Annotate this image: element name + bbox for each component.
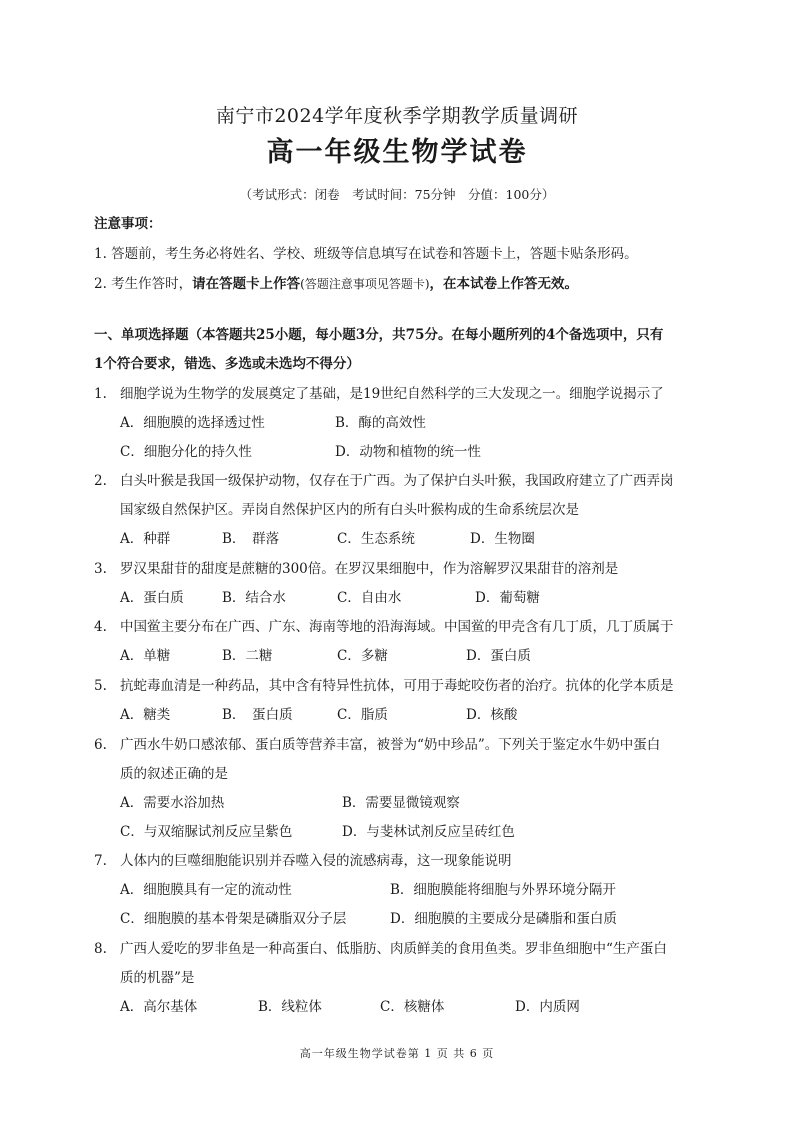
question-6-option-b: B．需要显微镜观察 — [342, 795, 460, 811]
question-4-option-b: B．二糖 — [222, 648, 273, 664]
question-7-number: 7. — [94, 853, 107, 869]
question-7-option-a: A．细胞膜具有一定的流动性 — [120, 882, 292, 898]
question-6-option-c: C．与双缩脲试剂反应呈紫色 — [120, 824, 293, 840]
question-3-stem: 罗汉果甜苷的甜度是蔗糖的300倍。在罗汉果细胞中，作为溶解罗汉果甜苷的溶剂是 — [120, 561, 619, 577]
question-2-option-a: A．种群 — [120, 531, 171, 547]
question-2-stem-cont: 国家级自然保护区。弄岗自然保护区内的所有白头叶猴构成的生命系统层次是 — [120, 502, 579, 518]
exam-subtitle: 南宁市2024学年度秋季学期教学质量调研 — [215, 105, 579, 127]
question-3-option-b: B．结合水 — [222, 590, 286, 606]
question-3-option-a: A．蛋白质 — [120, 590, 184, 606]
question-4-option-d: D．蛋白质 — [466, 648, 531, 664]
question-4-number: 4. — [94, 619, 107, 635]
question-2-number: 2. — [94, 473, 107, 489]
question-7-option-c: C．细胞膜的基本骨架是磷脂双分子层 — [120, 911, 347, 927]
question-6-stem: 广西水牛奶口感浓郁、蛋白质等营养丰富，被誉为“奶中珍品”。下列关于鉴定水牛奶中蛋白 — [120, 737, 661, 753]
notice-item-2-d: ，在本试卷上作答无效。 — [429, 276, 579, 292]
question-1-option-c: C．细胞分化的持久性 — [120, 444, 252, 460]
notice-item-2-c: (答题注意事项见答题卡) — [300, 277, 430, 291]
question-7-option-d: D．细胞膜的主要成分是磷脂和蛋白质 — [390, 911, 617, 927]
question-6-option-d: D．与斐林试剂反应呈砖红色 — [342, 824, 515, 840]
question-5-option-b: B． 蛋白质 — [222, 707, 293, 723]
question-1-option-b: B．酶的高效性 — [335, 415, 426, 431]
notice-item-1: 1. 答题前，考生务必将姓名、学校、班级等信息填写在试卷和答题卡上，答题卡贴条形码。 — [94, 246, 638, 262]
question-5-stem: 抗蛇毒血清是一种药品，其中含有特异性抗体，可用于毒蛇咬伤者的治疗。抗体的化学本质是 — [120, 678, 674, 694]
page-footer: 高一年级生物学试卷第 1 页 共 6 页 — [299, 1047, 495, 1060]
question-1-number: 1. — [94, 386, 107, 402]
question-3-number: 3. — [94, 561, 107, 577]
notice-heading: 注意事项： — [94, 216, 162, 232]
question-2-option-b: B． 群落 — [222, 531, 280, 547]
exam-info: （考试形式：闭卷 考试时间：75分钟 分值：100分） — [239, 187, 555, 202]
question-3-option-c: C．自由水 — [337, 590, 402, 606]
question-5-option-c: C．脂质 — [337, 707, 388, 723]
question-4-option-a: A．单糖 — [120, 648, 171, 664]
question-4-stem: 中国鲎主要分布在广西、广东、海南等地的沿海海域。中国鲎的甲壳含有几丁质，几丁质属于 — [120, 619, 674, 635]
question-6-number: 6. — [94, 737, 107, 753]
question-2-option-c: C．生态系统 — [337, 531, 415, 547]
question-8-stem-cont: 质的机器”是 — [120, 970, 195, 986]
question-8-number: 8. — [94, 941, 107, 957]
question-8-option-c: C．核糖体 — [380, 999, 445, 1015]
section-1-heading: 一、单项选择题（本答题共25小题，每小题3分，共75分。在每小题所列的4个备选项中，只有 — [94, 327, 664, 343]
question-8-stem: 广西人爱吃的罗非鱼是一种高蛋白、低脂肪、肉质鲜美的食用鱼类。罗非鱼细胞中“生产蛋白 — [120, 941, 667, 957]
question-6-stem-cont: 质的叙述正确的是 — [120, 766, 228, 782]
question-2-option-d: D．生物圈 — [470, 531, 535, 547]
question-7-option-b: B．细胞膜能将细胞与外界环境分隔开 — [390, 882, 616, 898]
question-1-stem: 细胞学说为生物学的发展奠定了基础，是19世纪自然科学的三大发现之一。细胞学说揭示了 — [120, 386, 664, 402]
question-2-stem: 白头叶猴是我国一级保护动物，仅存在于广西。为了保护白头叶猴，我国政府建立了广西弄岗 — [120, 473, 674, 489]
question-6-option-a: A．需要水浴加热 — [120, 795, 225, 811]
exam-title: 高一年级生物学试卷 — [266, 137, 528, 168]
question-7-stem: 人体内的巨噬细胞能识别并吞噬入侵的流感病毒，这一现象能说明 — [120, 853, 512, 869]
question-4-option-c: C．多糖 — [337, 648, 388, 664]
notice-item-2-a: 2. 考生作答时， — [94, 276, 193, 292]
notice-item-2 — [94, 275, 578, 293]
question-8-option-d: D．内质网 — [515, 999, 580, 1015]
question-5-number: 5. — [94, 678, 107, 694]
question-8-option-b: B．线粒体 — [258, 999, 322, 1015]
section-1-heading-cont: 1个符合要求，错选、多选或未选均不得分） — [94, 356, 360, 372]
notice-item-2-b: 请在答题卡上作答 — [192, 276, 301, 292]
question-3-option-d: D．葡萄糖 — [475, 590, 540, 606]
question-5-option-d: D．核酸 — [466, 707, 518, 723]
question-1-option-d: D．动物和植物的统一性 — [335, 444, 481, 460]
question-8-option-a: A．高尔基体 — [120, 999, 198, 1015]
question-5-option-a: A．糖类 — [120, 707, 171, 723]
question-1-option-a: A．细胞膜的选择透过性 — [120, 415, 265, 431]
